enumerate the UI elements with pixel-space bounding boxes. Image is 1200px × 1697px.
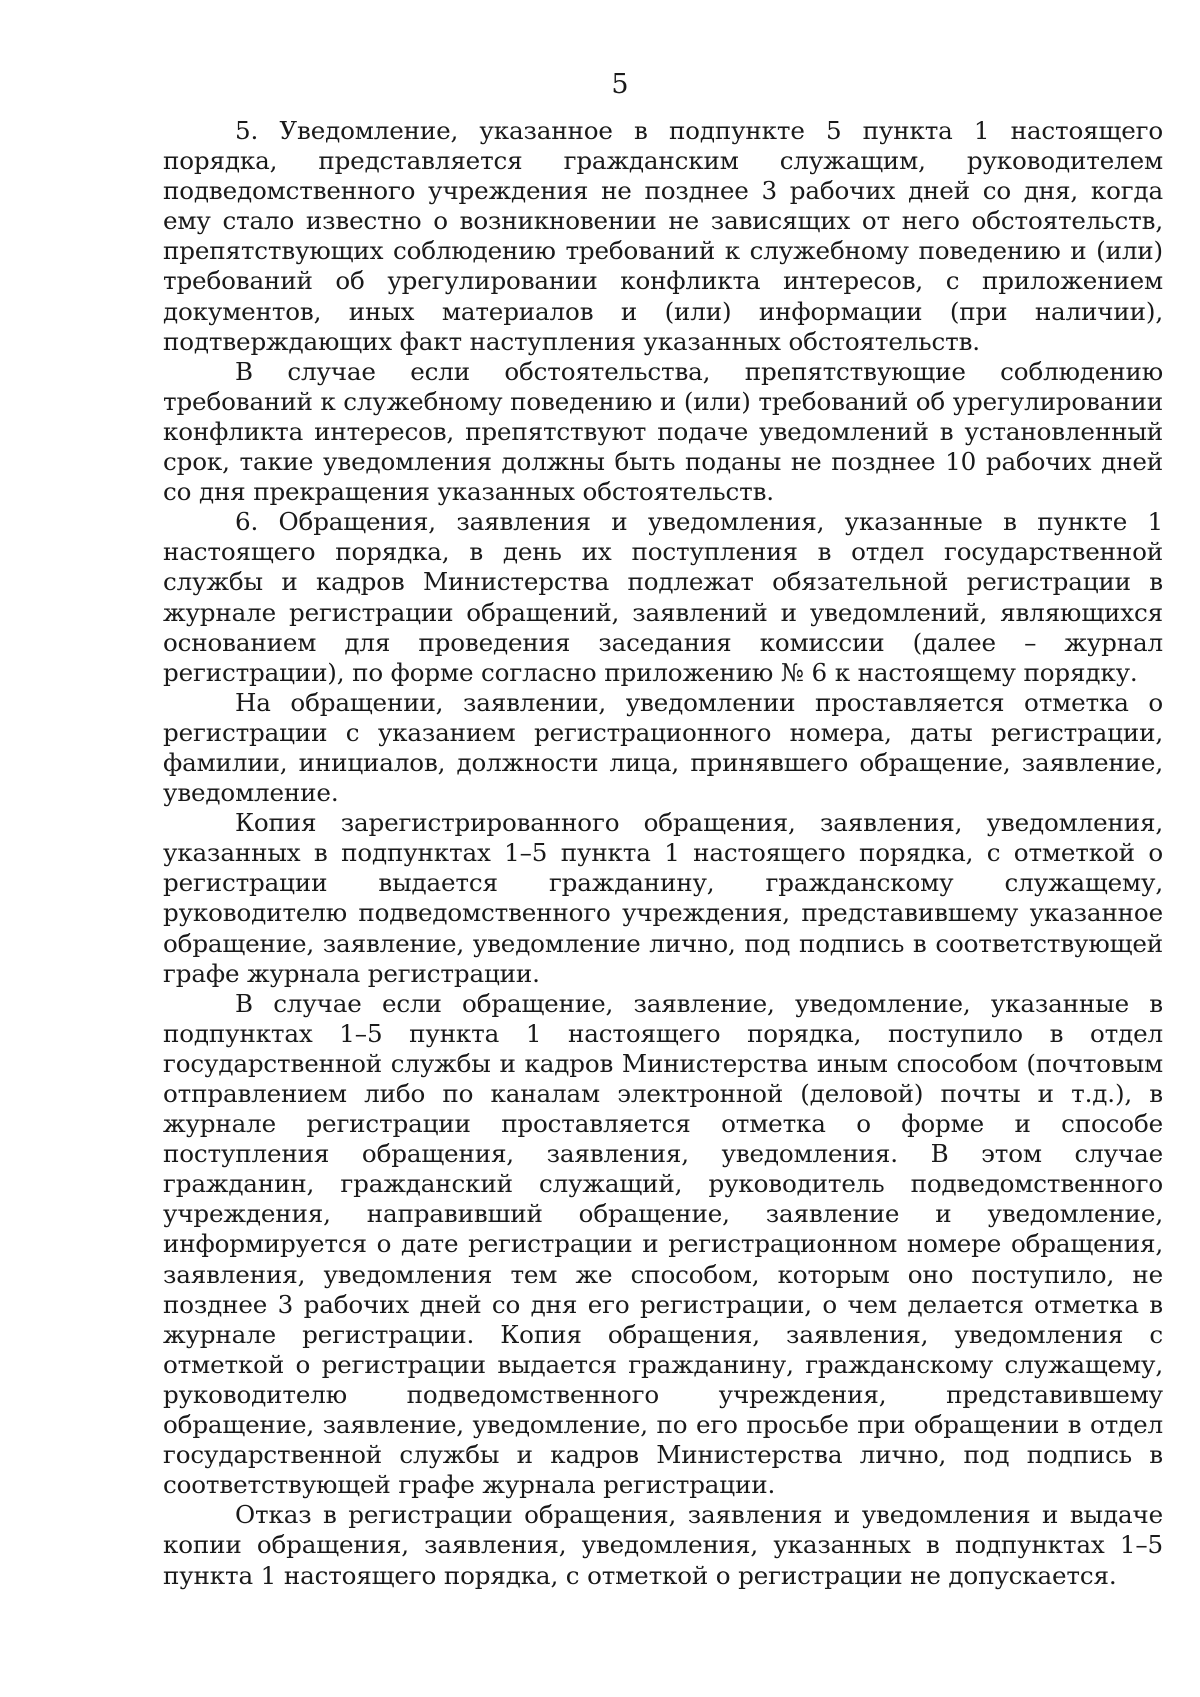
document-body: [163, 116, 1163, 1591]
paragraph-registration-mark: На обращении, заявлении, уведомлении проставляется отметка о регистрации с указанием регистрационного номера, даты регистрации, фамилии, инициалов, должности лица, принявшего обращение, заявление, уведомление.: [163, 687, 1163, 808]
paragraph-notification-deadline: 5. Уведомление, указанное в подпункте 5 пункта 1 настоящего порядка, представляется гражданским служащим, руководителем подведомственного учреждения не позднее 3 рабочих дней со дня, когда ему стало известно о возникновении не зависящих от него обстоятельств, препятствующих соблюдению требований к служебному поведению и (или) требований об урегулировании конфликта интересов, с приложением документов, иных материалов и (или) информации (при наличии), подтверждающих факт наступления указанных обстоятельств.: [163, 116, 1163, 356]
paragraph-copy-issuance: Копия зарегистрированного обращения, заявления, уведомления, указанных в подпунктах 1–5 пункта 1 настоящего порядка, с отметкой о регистрации выдается гражданину, гражданскому служащему, руководителю подведомственного учреждения, представившему указанное обращение, заявление, уведомление лично, под подпись в соответствующей графе журнала регистрации.: [163, 808, 1163, 988]
paragraph-registration: 6. Обращения, заявления и уведомления, указанные в пункте 1 настоящего порядка, в день их поступления в отдел государственной службы и кадров Министерства подлежат обязательной регистрации в журнале регистрации обращений, заявлений и уведомлений, являющихся основанием для проведения заседания комиссии (далее – журнал регистрации), по форме согласно приложению № 6 к настоящему порядку.: [163, 507, 1163, 687]
paragraph-obstacles-deadline: В случае если обстоятельства, препятствующие соблюдению требований к служебному поведению и (или) требований об урегулировании конфликта интересов, препятствуют подаче уведомлений в установленный срок, такие уведомления должны быть поданы не позднее 10 рабочих дней со дня прекращения указанных обстоятельств.: [163, 356, 1163, 507]
paragraph-other-delivery: В случае если обращение, заявление, уведомление, указанные в подпунктах 1–5 пункта 1 настоящего порядка, поступило в отдел государственной службы и кадров Министерства иным способом (почтовым отправлением либо по каналам электронной (деловой) почты и т.д.), в журнале регистрации проставляется отметка о форме и способе поступления обращения, заявления, уведомления. В этом случае гражданин, гражданский служащий, руководитель подведомственного учреждения, направивший обращение, заявление и уведомление, информируется о дате регистрации и регистрационном номере обращения, заявления, уведомления тем же способом, которым оно поступило, не позднее 3 рабочих дней со дня его регистрации, о чем делается отметка в журнале регистрации. Копия обращения, заявления, уведомления с отметкой о регистрации выдается гражданину, гражданскому служащему, руководителю подведомственного учреждения, представившему обращение, заявление, уведомление, по его просьбе при обращении в отдел государственной службы и кадров Министерства лично, под подпись в соответствующей графе журнала регистрации.: [163, 988, 1163, 1500]
page-number: 5: [611, 69, 629, 100]
paragraph-refusal-prohibited: Отказ в регистрации обращения, заявления и уведомления и выдаче копии обращения, заявления, уведомления, указанных в подпунктах 1–5 пункта 1 настоящего порядка, с отметкой о регистрации не допускается.: [163, 1500, 1163, 1590]
